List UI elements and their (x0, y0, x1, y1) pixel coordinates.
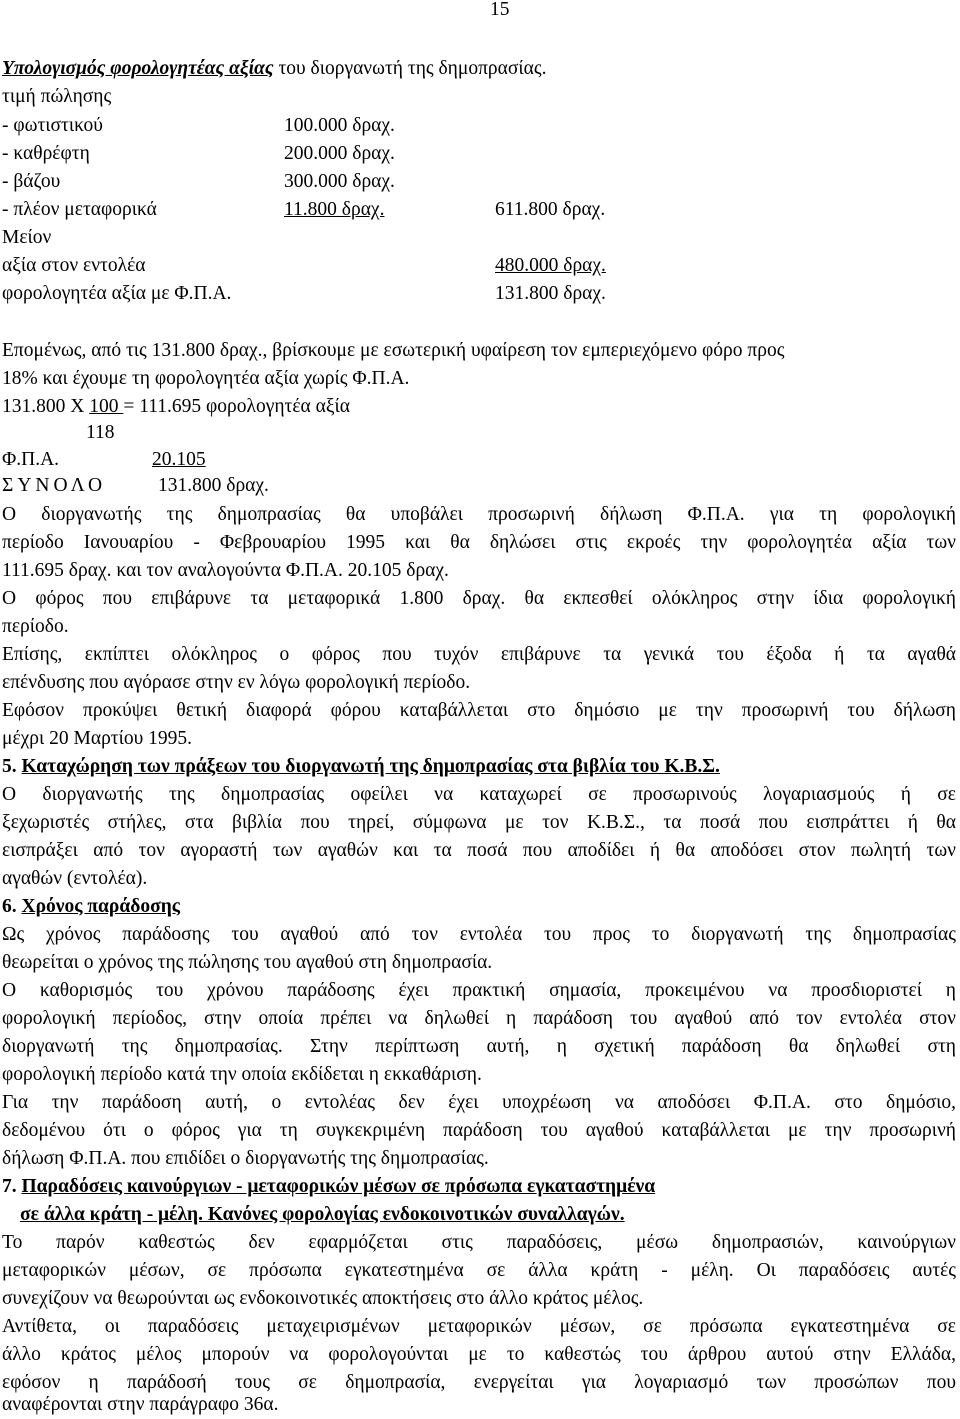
section-number: 6. (2, 896, 22, 917)
vat-label: Φ.Π.Α. (2, 449, 60, 470)
item-amount: 300.000 δραχ. (284, 171, 395, 192)
calc-heading-rest: του διοργανωτή της δημοπρασίας. (273, 58, 547, 79)
item-amount: 200.000 δραχ. (284, 143, 395, 164)
section-5-heading (2, 754, 720, 780)
paragraph-line: 111.695 δραχ. και τον αναλογούντα Φ.Π.Α. 20.105 δραχ. (2, 560, 449, 581)
agent-value: 480.000 δραχ. (495, 255, 606, 276)
paragraph-line: Εφόσον προκύψει θετική διαφορά φόρου καταβάλλεται στο δημόσιο με την προσωρινή του δήλωση (2, 700, 956, 721)
paragraph-line: Ο διοργανωτής της δημοπρασίας θα υποβάλει προσωρινή δήλωση Φ.Π.Α. για τη φορολογική (2, 504, 956, 525)
paragraph-line: συνεχίζουν να θεωρούνται ως ενδοκοινοτικές αποκτήσεις στο άλλο κράτος μέλος. (2, 1288, 644, 1309)
paragraph-line: μεταφορικών μέσων, σε πρόσωπα εγκατεστημένα σε άλλα κράτη - μέλη. Οι παραδόσεις αυτές (2, 1260, 956, 1281)
item-label: - καθρέφτη (2, 143, 90, 164)
paragraph-line: Ο καθορισμός του χρόνου παράδοσης έχει πρακτική σημασία, προκειμένου να προσδιοριστεί η (2, 980, 956, 1001)
page-number: 15 (490, 0, 510, 20)
formula-right: = 111.695 φορολογητέα αξία (123, 396, 351, 417)
paragraph-line: ξεχωριστές στήλες, στα βιβλία που τηρεί, σύμφωνα με τον Κ.Β.Σ., τα ποσά που εισπράττει ή θα (2, 812, 956, 833)
item-amount: 100.000 δραχ. (284, 115, 395, 136)
formula-line (2, 394, 350, 420)
paragraph-line: Επίσης, εκπίπτει ολόκληρος ο φόρος που τυχόν επιβάρυνε τα γενικά του έξοδα ή τα αγαθά (2, 644, 956, 665)
paragraph-line: περίοδο. (2, 616, 69, 637)
total-amount: 611.800 δραχ. (495, 199, 606, 220)
paragraph-line: εφόσον η παράδοσή τους σε δημοπρασία, ενεργείται για λογαριασμό των προσώπων που (2, 1372, 956, 1393)
item-label: - πλέον μεταφορικά (2, 199, 157, 220)
vat-value: 20.105 (152, 449, 206, 470)
paragraph-line: αγαθών (εντολέα). (2, 868, 148, 889)
paragraph-line: δεδομένου ότι ο φόρος για τη συγκεκριμένη παράδοση του αγαθού καταβάλλεται με την προσωρινή (2, 1120, 956, 1141)
item-label: - φωτιστικού (2, 115, 103, 136)
section-6-heading (2, 894, 180, 920)
section-7-heading (2, 1174, 655, 1200)
paragraph-line: αναφέρονται στην παράγραφο 36α. (2, 1394, 279, 1415)
sum-label: ΣΥΝΟΛΟ (2, 475, 107, 496)
sale-price-label: τιμή πώλησης (2, 86, 112, 107)
section-title-continued: σε άλλα κράτη - μέλη. Κανόνες φορολογίας ενδοκοινοτικών συναλλαγών. (20, 1204, 625, 1225)
paragraph-line: Για την παράδοση αυτή, ο εντολέας δεν έχει υποχρέωση να αποδόσει Φ.Π.Α. στο δημόσιο, (2, 1092, 956, 1113)
paragraph-line: Επομένως, από τις 131.800 δραχ., βρίσκουμε με εσωτερική υφαίρεση τον εμπεριεχόμενο φόρο προς (2, 340, 785, 361)
formula-numerator: 100 (89, 396, 124, 417)
paragraph-line: 18% και έχουμε τη φορολογητέα αξία χωρίς Φ.Π.Α. (2, 368, 410, 389)
less-label: Μείον (2, 227, 52, 248)
sum-value: 131.800 δραχ. (158, 475, 269, 496)
item-label: - βάζου (2, 171, 61, 192)
section-title: Παραδόσεις καινούργιων - μεταφορικών μέσων σε πρόσωπα εγκαταστημένα (21, 1176, 656, 1197)
paragraph-line: Ο διοργανωτής της δημοπρασίας οφείλει να καταχωρεί σε προσωρινούς λογαριασμούς ή σε (2, 784, 956, 805)
paragraph-line: δήλωση Φ.Π.Α. που επιδίδει ο διοργανωτής της δημοπρασίας. (2, 1148, 489, 1169)
agent-value-label: αξία στον εντολέα (2, 255, 146, 276)
taxable-value: 131.800 δραχ. (495, 283, 606, 304)
section-title: Χρόνος παράδοσης (21, 896, 180, 917)
paragraph-line: επένδυσης που αγόρασε στην εν λόγω φορολογική περίοδο. (2, 672, 471, 693)
paragraph-line: εισπράξει από τον αγοραστή των αγαθών και τα ποσά που αποδίδει ή θα αποδόσει στον πωλητή των (2, 840, 956, 861)
formula-left: 131.800 Χ (2, 396, 90, 417)
section-number: 7. (2, 1176, 22, 1197)
calc-heading-title: Υπολογισμός φορολογητέας αξίας (2, 58, 274, 79)
formula-denominator: 118 (86, 422, 115, 443)
calc-heading (2, 56, 546, 82)
paragraph-line: Το παρόν καθεστώς δεν εφαρμόζεται στις παραδόσεις, μέσω δημοπρασιών, καινούργιων (2, 1232, 956, 1253)
paragraph-line: θεωρείται ο χρόνος της πώλησης του αγαθού στη δημοπρασία. (2, 952, 493, 973)
item-amount: 11.800 δραχ. (284, 199, 385, 220)
paragraph-line: φορολογική περίοδο κατά την οποία εκδίδεται η εκκαθάριση. (2, 1064, 482, 1085)
paragraph-line: Ο φόρος που επιβάρυνε τα μεταφορικά 1.800 δραχ. θα εκπεσθεί ολόκληρος στην ίδια φορολογική (2, 588, 956, 609)
paragraph-line: Αντίθετα, οι παραδόσεις μεταχειρισμένων μεταφορικών μέσων, σε πρόσωπα εγκατεστημένα σε (2, 1316, 956, 1337)
paragraph-line: Ως χρόνος παράδοσης του αγαθού από τον εντολέα του προς το διοργανωτή της δημοπρασίας (2, 924, 956, 945)
section-number: 5. (2, 756, 22, 777)
paragraph-line: φορολογική περίοδος, στην οποία πρέπει να δηλωθεί η παράδοση του αγαθού από τον εντολέα στον (2, 1008, 956, 1029)
taxable-value-label: φορολογητέα αξία με Φ.Π.Α. (2, 283, 232, 304)
paragraph-line: μέχρι 20 Μαρτίου 1995. (2, 728, 193, 749)
paragraph-line: διοργανωτή της δημοπρασίας. Στην περίπτωση αυτή, η σχετική παράδοση θα δηλωθεί στη (2, 1036, 956, 1057)
section-title: Καταχώρηση των πράξεων του διοργανωτή της δημοπρασίας στα βιβλία του Κ.Β.Σ. (21, 756, 720, 777)
paragraph-line: περίοδο Ιανουαρίου - Φεβρουαρίου 1995 και θα δηλώσει στις εκροές την φορολογητέα αξία των (2, 532, 956, 553)
paragraph-line: άλλο κράτος μέλος μπορούν να φορολογούνται με το καθεστώς του άρθρου αυτού στην Ελλάδα, (2, 1344, 956, 1365)
